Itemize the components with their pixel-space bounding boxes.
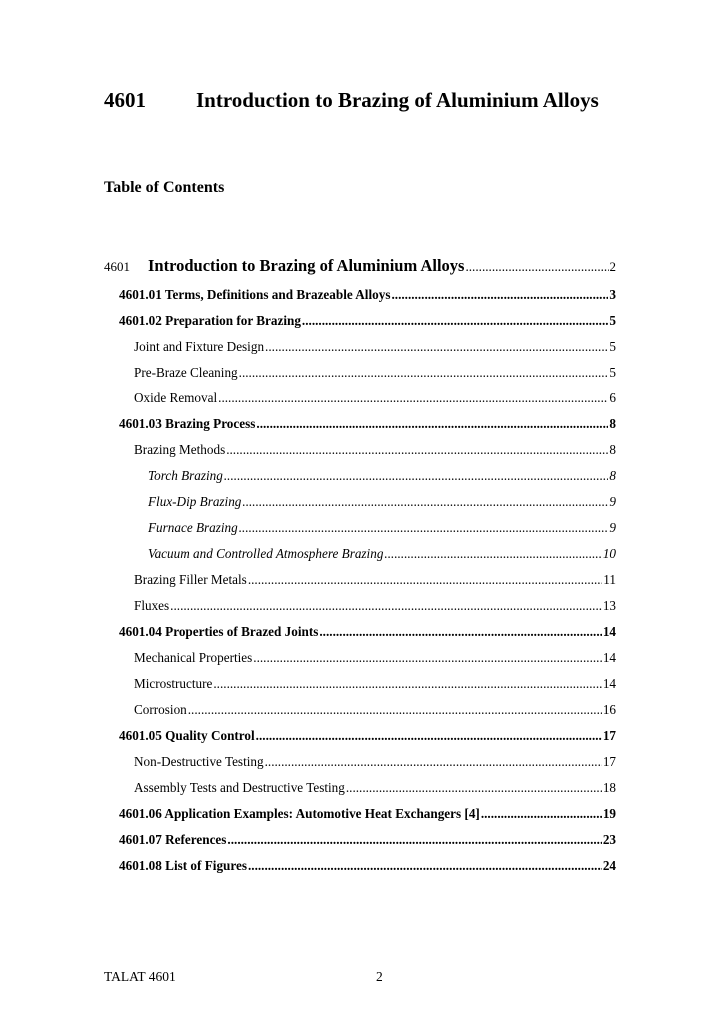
toc-entry-label: Fluxes [134, 598, 170, 613]
dot-leader [226, 441, 608, 459]
toc-entry-page: 2 [609, 259, 616, 274]
dot-leader [265, 338, 608, 356]
toc-entry-page: 9 [609, 520, 616, 535]
dot-leader [465, 258, 608, 276]
toc-entry-page: 5 [609, 313, 616, 328]
toc-entry-label: Microstructure [134, 676, 213, 691]
dot-leader [346, 779, 602, 797]
dot-leader [188, 701, 602, 719]
toc-entry-label: Non-Destructive Testing [134, 754, 264, 769]
toc-entry-label: 4601.04 Properties of Brazed Joints [119, 624, 319, 639]
chapter-number: 4601 [104, 88, 146, 112]
toc-entry[interactable] [148, 493, 616, 511]
toc-entry-label: 4601.06 Application Examples: Automotive Heat Exchangers [4] [119, 806, 480, 821]
dot-leader [302, 312, 608, 330]
toc-entry[interactable] [119, 805, 616, 823]
footer-page-number: 2 [376, 969, 383, 984]
toc-entry-label: Flux-Dip Brazing [148, 494, 242, 509]
toc-entry-page: 14 [602, 624, 616, 639]
toc-entry-label [104, 257, 464, 276]
toc-entry-page: 19 [602, 806, 616, 821]
toc-entry[interactable] [134, 779, 616, 797]
dot-leader [253, 649, 602, 667]
toc-entry-page: 3 [609, 287, 616, 302]
toc-entry-label: Brazing Methods [134, 442, 226, 457]
toc-entry-page: 9 [609, 494, 616, 509]
toc-entry-number: 4601 [104, 259, 130, 274]
toc-entry-label: Vacuum and Controlled Atmosphere Brazing [148, 546, 384, 561]
toc-entry-page: 8 [609, 468, 616, 483]
toc-entry-label: Brazing Filler Metals [134, 572, 247, 587]
toc-entry[interactable] [119, 727, 616, 745]
toc-entry-page: 17 [602, 754, 616, 769]
toc-entry-page: 5 [609, 365, 616, 380]
toc-entry[interactable] [119, 831, 616, 849]
dot-leader [239, 519, 609, 537]
document-header [104, 88, 599, 113]
toc-entry[interactable] [134, 389, 616, 407]
toc-entry[interactable] [134, 753, 616, 771]
toc-entry[interactable] [134, 597, 616, 615]
toc-entry[interactable] [119, 415, 616, 433]
toc-entry-page: 16 [602, 702, 616, 717]
toc-entry[interactable] [134, 364, 616, 382]
toc-entry-page: 18 [602, 780, 616, 795]
toc-entry-label: Assembly Tests and Destructive Testing [134, 780, 345, 795]
dot-leader [265, 753, 602, 771]
dot-leader [170, 597, 602, 615]
dot-leader [481, 805, 602, 823]
toc-entry-label: 4601.02 Preparation for Brazing [119, 313, 301, 328]
toc-entry[interactable] [119, 312, 616, 330]
toc-entry[interactable] [148, 545, 616, 563]
dot-leader [248, 857, 602, 875]
toc-entry-label: Oxide Removal [134, 390, 218, 405]
toc-entry-page: 10 [602, 546, 616, 561]
dot-leader [213, 675, 601, 693]
toc-entry-page: 23 [602, 832, 616, 847]
chapter-title: Introduction to Brazing of Aluminium Alloys [196, 88, 599, 112]
toc-entry[interactable] [148, 519, 616, 537]
toc-entry-page: 17 [602, 728, 616, 743]
toc-entry-label: Furnace Brazing [148, 520, 238, 535]
toc-entry[interactable] [134, 571, 616, 589]
toc-entry-label: Mechanical Properties [134, 650, 253, 665]
toc-entry[interactable] [134, 441, 616, 459]
toc-entry-label: 4601.07 References [119, 832, 227, 847]
toc-heading: Table of Contents [104, 179, 225, 196]
toc-entry[interactable] [119, 623, 616, 641]
toc-entry-page: 6 [609, 390, 616, 405]
dot-leader [248, 571, 602, 589]
toc-entry-label: Joint and Fixture Design [134, 339, 265, 354]
toc-entry-title: Introduction to Brazing of Aluminium Alloys [148, 256, 465, 275]
toc-entry[interactable] [119, 857, 616, 875]
toc-entry-label: Torch Brazing [148, 468, 223, 483]
toc-entry-label: 4601.08 List of Figures [119, 858, 247, 873]
toc-entry-label: 4601.01 Terms, Definitions and Brazeable Alloys [119, 287, 391, 302]
toc-entry-label: 4601.05 Quality Control [119, 728, 255, 743]
toc-entry-page: 5 [609, 339, 616, 354]
toc-entry[interactable] [119, 286, 616, 304]
dot-leader [384, 545, 601, 563]
dot-leader [242, 493, 608, 511]
toc-entry-label: Corrosion [134, 702, 187, 717]
dot-leader [224, 467, 609, 485]
dot-leader [256, 727, 602, 745]
dot-leader [239, 364, 609, 382]
toc-entry-page: 11 [603, 572, 616, 587]
toc-entry[interactable] [134, 649, 616, 667]
dot-leader [391, 286, 608, 304]
toc-entry-label: Pre-Braze Cleaning [134, 365, 238, 380]
toc-entry-page: 24 [602, 858, 616, 873]
dot-leader [218, 389, 608, 407]
toc-entry-page: 8 [609, 416, 616, 431]
toc-entry[interactable] [134, 675, 616, 693]
dot-leader [227, 831, 601, 849]
toc-entry-main[interactable] [104, 257, 616, 276]
toc-entry-page: 13 [602, 598, 616, 613]
toc-entry-label: 4601.03 Brazing Process [119, 416, 256, 431]
toc-entry[interactable] [134, 701, 616, 719]
footer-doc-id: TALAT 4601 [104, 969, 176, 984]
toc-entry-page: 14 [602, 650, 616, 665]
toc-entry[interactable] [148, 467, 616, 485]
toc-entry-page: 8 [609, 442, 616, 457]
toc-entry[interactable] [134, 338, 616, 356]
dot-leader [319, 623, 601, 641]
toc-entry-page: 14 [602, 676, 616, 691]
dot-leader [256, 415, 608, 433]
